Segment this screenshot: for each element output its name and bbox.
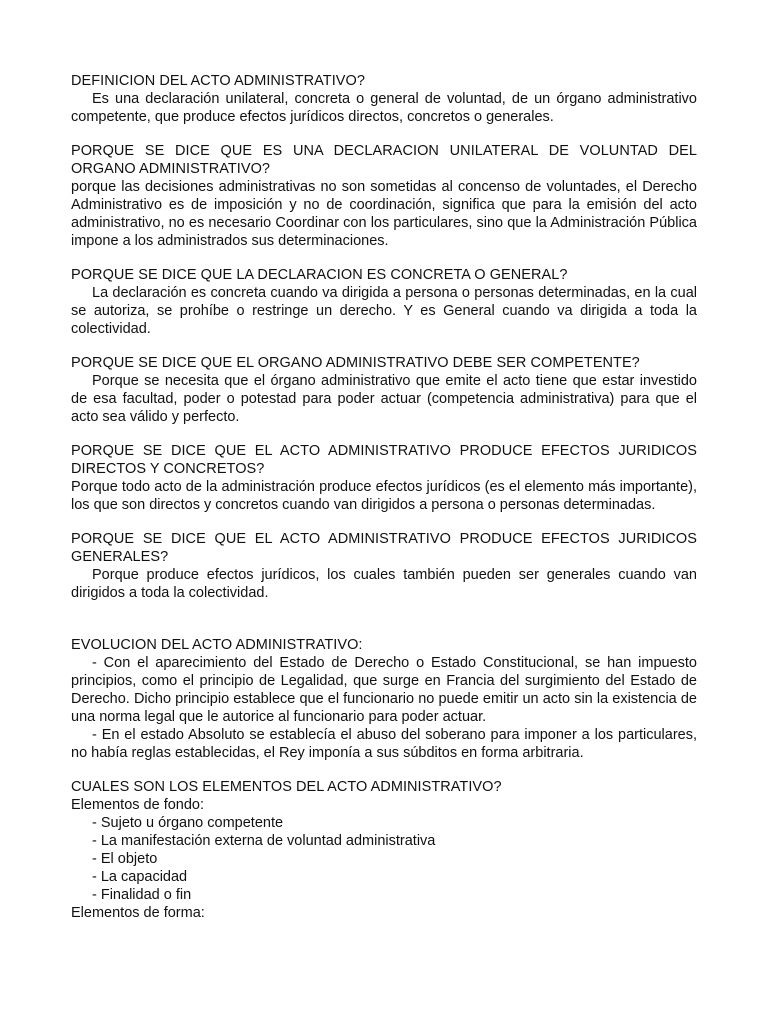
list-item: - Finalidad o fin [92, 887, 192, 903]
section-heading: PORQUE SE DICE QUE EL ACTO ADMINISTRATIVO PRODUCE EFECTOS JURIDICOS DIRECTOS Y CONCRETOS? [71, 443, 697, 477]
section-heading: PORQUE SE DICE QUE EL ACTO ADMINISTRATIVO PRODUCE EFECTOS JURIDICOS GENERALES? [71, 531, 697, 565]
forma-label: Elementos de forma: [71, 905, 205, 921]
section-efectos-directos [71, 442, 697, 514]
section-heading: DEFINICION DEL ACTO ADMINISTRATIVO? [71, 73, 365, 89]
section-paragraph: - En el estado Absoluto se establecía el abuso del soberano para imponer a los particulares, no había reglas establecidas, el Rey imponía a sus súbditos en forma arbitraria. [71, 727, 697, 761]
section-paragraph: Es una declaración unilateral, concreta o general de voluntad, de un órgano administrativo competente, que produce efectos jurídicos directos, concretos o generales. [71, 91, 697, 125]
section-paragraph: Porque todo acto de la administración produce efectos jurídicos (es el elemento más importante), los que son directos y concretos cuando van dirigidos a persona o personas determinadas. [71, 479, 697, 513]
section-heading: PORQUE SE DICE QUE EL ORGANO ADMINISTRATIVO DEBE SER COMPETENTE? [71, 355, 640, 371]
section-heading: PORQUE SE DICE QUE LA DECLARACION ES CONCRETA O GENERAL? [71, 267, 568, 283]
list-item: - Sujeto u órgano competente [92, 815, 284, 831]
section-paragraph: porque las decisiones administrativas no son sometidas al concenso de voluntades, el Derecho Administrativo es de imposición y no de coordinación, significa que para la emisión del acto administrativo, no es necesario Coordinar con los particulares, sino que la Administración Pública impone a los administrados sus determinaciones. [71, 179, 697, 249]
list-item: - La manifestación externa de voluntad administrativa [92, 833, 436, 849]
section-definicion [71, 72, 697, 126]
section-elementos [71, 778, 697, 922]
section-declaracion-unilateral [71, 142, 697, 250]
section-efectos-generales [71, 530, 697, 602]
section-heading: PORQUE SE DICE QUE ES UNA DECLARACION UNILATERAL DE VOLUNTAD DEL ORGANO ADMINISTRATIVO? [71, 143, 697, 177]
section-heading: EVOLUCION DEL ACTO ADMINISTRATIVO: [71, 637, 363, 653]
section-evolucion [71, 636, 697, 762]
section-heading: CUALES SON LOS ELEMENTOS DEL ACTO ADMINISTRATIVO? [71, 779, 502, 795]
section-paragraph: La declaración es concreta cuando va dirigida a persona o personas determinadas, en la cual se autoriza, se prohíbe o restringe un derecho. Y es General cuando va dirigida a toda la colectividad. [71, 285, 697, 337]
section-paragraph: Porque produce efectos jurídicos, los cuales también pueden ser generales cuando van dirigidos a toda la colectividad. [71, 567, 697, 601]
document-page [71, 72, 697, 938]
section-organo-competente [71, 354, 697, 426]
list-item: - El objeto [92, 851, 158, 867]
section-paragraph: - Con el aparecimiento del Estado de Derecho o Estado Constitucional, se han impuesto principios, como el principio de Legalidad, que surge en Francia del surgimiento del Estado de Derecho. Dicho principio establece que el funcionario no puede emitir un acto sin la existencia de una norma legal que le autorice al funcionario para poder actuar. [71, 655, 697, 725]
section-concreta-general [71, 266, 697, 338]
list-item: - La capacidad [92, 869, 188, 885]
section-paragraph: Porque se necesita que el órgano administrativo que emite el acto tiene que estar investido de esa facultad, poder o potestad para poder actuar (competencia administrativa) para que el acto sea válido y perfecto. [71, 373, 697, 425]
fondo-label: Elementos de fondo: [71, 797, 205, 813]
